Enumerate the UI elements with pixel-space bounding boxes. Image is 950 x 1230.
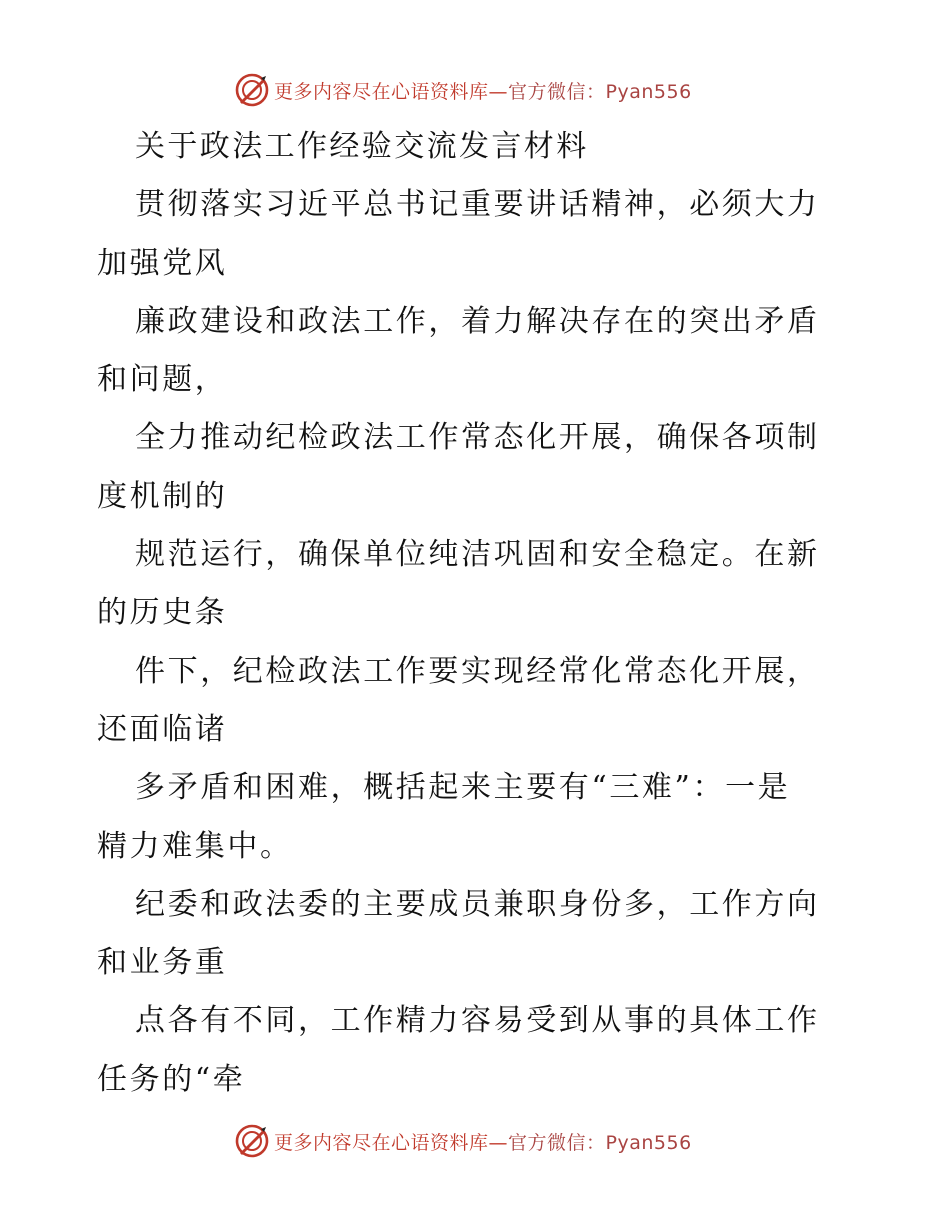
paragraph-line: 还面临诸 [97, 711, 228, 747]
paragraph-line: 度机制的 [97, 478, 228, 514]
brand-logo-icon [234, 72, 270, 108]
paragraph-line: 规范运行，确保单位纯洁巩固和安全稳定。在新 [135, 537, 820, 573]
document-body [97, 118, 857, 1109]
paragraph-line: 精力难集中。 [97, 828, 293, 864]
paragraph-line: 全力推动纪检政法工作常态化开展，确保各项制 [135, 420, 820, 456]
paragraph-line: 和业务重 [97, 945, 228, 981]
header-banner [0, 70, 950, 110]
paragraph-line: 点各有不同，工作精力容易受到从事的具体工作 [135, 1003, 820, 1039]
header-dash: — [488, 80, 509, 103]
header-text [274, 77, 692, 104]
footer-banner [0, 1121, 950, 1161]
paragraph-line: 的历史条 [97, 595, 228, 631]
paragraph-line: 件下，纪检政法工作要实现经常化常态化开展， [135, 653, 820, 689]
header-slogan: 更多内容尽在心语资料库 [274, 80, 489, 103]
header-banner-inner [234, 70, 692, 110]
paragraph-line: 任务的“牵 [97, 1061, 246, 1097]
document-title: 关于政法工作经验交流发言材料 [135, 129, 589, 164]
footer-contact: 官方微信：Pyan556 [508, 1131, 692, 1154]
footer-text [274, 1128, 692, 1155]
paragraph-line: 贯彻落实习近平总书记重要讲话精神，必须大力 [135, 187, 820, 223]
footer-banner-inner [234, 1121, 692, 1161]
footer-dash: — [488, 1131, 509, 1154]
paragraph-line: 多矛盾和困难，概括起来主要有“三难”：一是 [135, 770, 791, 806]
footer-slogan: 更多内容尽在心语资料库 [274, 1131, 489, 1154]
paragraph-line: 纪委和政法委的主要成员兼职身份多，工作方向 [135, 886, 820, 922]
paragraph-line: 和问题， [97, 362, 228, 398]
paragraph-line: 加强党风 [97, 245, 228, 281]
header-contact: 官方微信：Pyan556 [508, 80, 692, 103]
paragraph-line: 廉政建设和政法工作，着力解决存在的突出矛盾 [135, 303, 820, 339]
brand-logo-icon [234, 1123, 270, 1159]
